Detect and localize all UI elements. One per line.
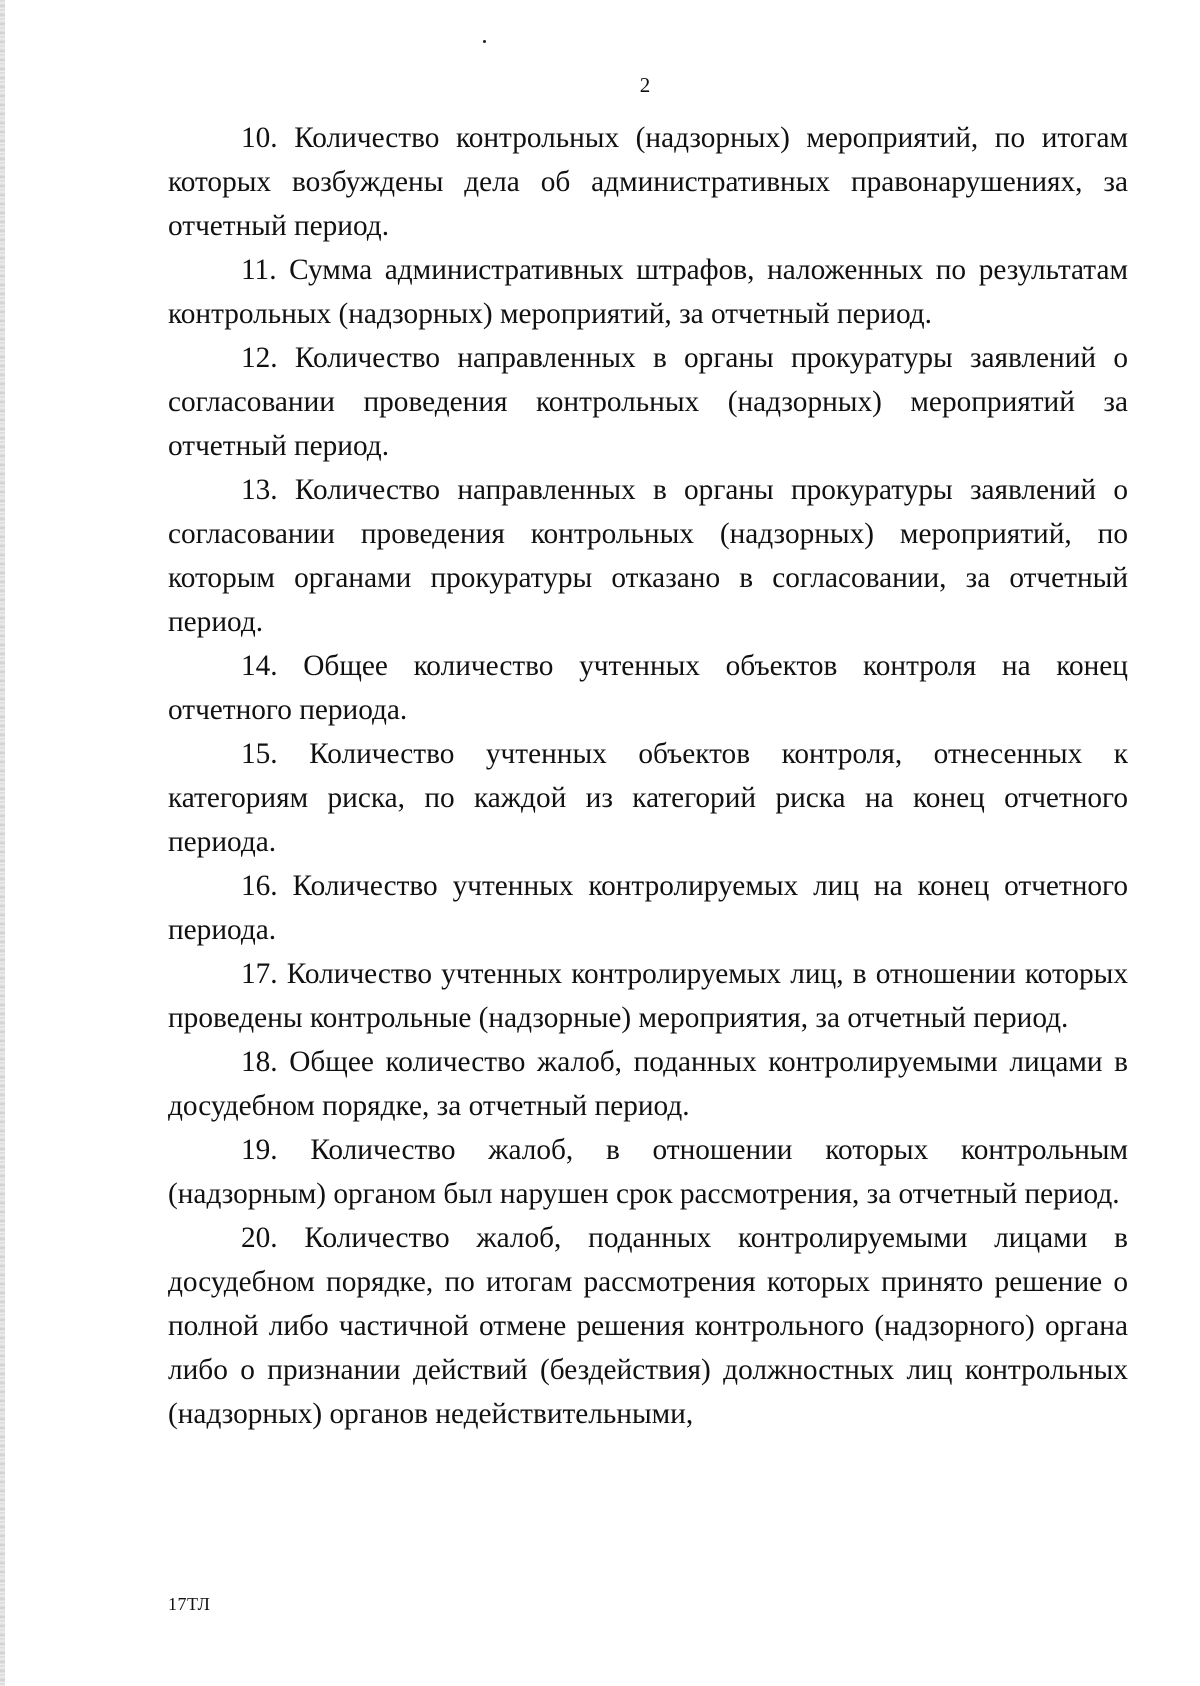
page-number: 2	[639, 73, 651, 97]
list-item-17: 17. Количество учтенных контролируемых лиц, в отношении которых проведены контрольные (надзорные) мероприятия, за отчетный период.	[168, 958, 1128, 1034]
list-item-13: 13. Количество направленных в органы прокуратуры заявлений о согласовании проведения контрольных (надзорных) мероприятий, по которым органами прокуратуры отказано в согласовании, за отчетный период.	[168, 474, 1128, 638]
list-item-15: 15. Количество учтенных объектов контроля, отнесенных к категориям риска, по каждой из категорий риска на конец отчетного периода.	[168, 738, 1128, 858]
list-item-12: 12. Количество направленных в органы прокуратуры заявлений о согласовании проведения контрольных (надзорных) мероприятий за отчетный период.	[168, 342, 1128, 462]
scan-speck	[483, 40, 486, 43]
list-item-19: 19. Количество жалоб, в отношении которых контрольным (надзорным) органом был нарушен срок рассмотрения, за отчетный период.	[168, 1134, 1128, 1210]
list-item-16: 16. Количество учтенных контролируемых лиц на конец отчетного периода.	[168, 870, 1128, 946]
footer-code: 17ТЛ	[168, 1594, 211, 1614]
list-item-14: 14. Общее количество учтенных объектов контроля на конец отчетного периода.	[168, 650, 1128, 726]
document-body	[168, 116, 1128, 1436]
list-item-11: 11. Сумма административных штрафов, наложенных по результатам контрольных (надзорных) мероприятий, за отчетный период.	[168, 254, 1128, 330]
scan-edge	[0, 0, 5, 1686]
list-item-20: 20. Количество жалоб, поданных контролируемыми лицами в досудебном порядке, по итогам рассмотрения которых принято решение о полной либо частичной отмене решения контрольного (надзорного) органа либо о признании действий (бездействия) должностных лиц контрольных (надзорных) органов недействительными,	[168, 1222, 1128, 1430]
list-item-18: 18. Общее количество жалоб, поданных контролируемыми лицами в досудебном порядке, за отчетный период.	[168, 1046, 1128, 1122]
list-item-10: 10. Количество контрольных (надзорных) мероприятий, по итогам которых возбуждены дела об административных правонарушениях, за отчетный период.	[168, 122, 1128, 242]
